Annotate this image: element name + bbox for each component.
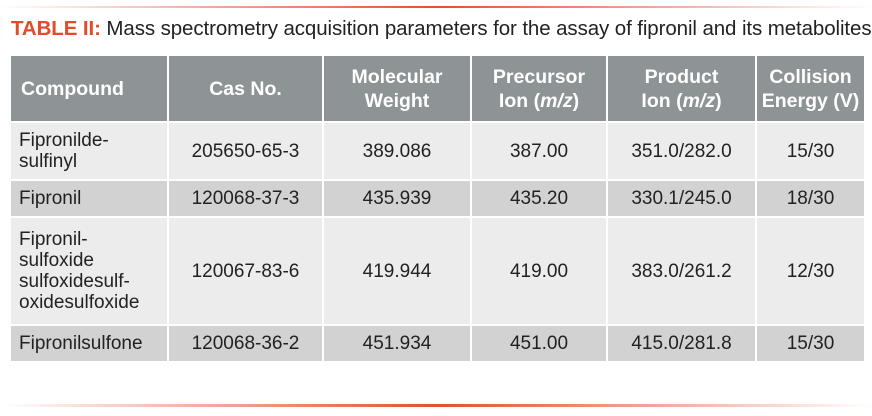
table-title: Mass spectrometry acquisition parameters for the assay of fipronil and its metabolites	[100, 17, 872, 40]
cell-precursor-ion: 419.00	[471, 217, 607, 325]
ms-parameters-table	[11, 56, 864, 363]
header-compound: Compound	[11, 56, 168, 122]
compound-line: sulfoxidesulf-	[19, 271, 130, 292]
header-product-line2c: )	[715, 89, 722, 112]
table-row	[11, 180, 864, 217]
cell-collision-energy: 15/30	[756, 325, 864, 362]
header-precursor-line2c: )	[572, 89, 580, 112]
cell-product-ion: 383.0/261.2	[607, 217, 756, 325]
cell-product-ion: 330.1/245.0	[607, 180, 756, 217]
cell-molecular-weight: 435.939	[323, 180, 471, 217]
cell-precursor-ion: 451.00	[471, 325, 607, 362]
header-product-line1: Product	[644, 65, 719, 88]
cell-collision-energy: 15/30	[756, 122, 864, 180]
cell-product-ion: 415.0/281.8	[607, 325, 756, 362]
bottom-decorative-rule	[0, 404, 872, 407]
cell-molecular-weight: 389.086	[323, 122, 471, 180]
cell-product-ion: 351.0/282.0	[607, 122, 756, 180]
header-mw-line2: Weight	[364, 89, 430, 112]
cell-precursor-ion: 435.20	[471, 180, 607, 217]
cell-compound: Fipronilsulfone	[11, 325, 168, 362]
cell-cas-no: 205650-65-3	[168, 122, 323, 180]
cell-compound	[11, 122, 168, 180]
cell-cas-no: 120068-37-3	[168, 180, 323, 217]
cell-molecular-weight: 419.944	[323, 217, 471, 325]
cell-precursor-ion: 387.00	[471, 122, 607, 180]
compound-line: sulfinyl	[19, 151, 78, 172]
header-collision-energy	[756, 56, 864, 122]
cell-compound	[11, 217, 168, 325]
table-row	[11, 217, 864, 325]
compound-line: Fipronilde-	[19, 130, 109, 151]
header-product-line2a: Ion (	[641, 89, 683, 112]
compound-line: sulfoxide	[19, 250, 94, 271]
header-precursor-line1: Precursor	[492, 65, 586, 88]
header-mw-line1: Molecular	[351, 65, 443, 88]
cell-cas-no: 120067-83-6	[168, 217, 323, 325]
header-ce-line1: Collision	[769, 65, 852, 88]
header-row	[11, 56, 864, 122]
top-decorative-rule	[0, 6, 872, 8]
compound-line: Fipronil-	[19, 229, 88, 250]
table-row	[11, 122, 864, 180]
header-precursor-ion	[471, 56, 607, 122]
cell-molecular-weight: 451.934	[323, 325, 471, 362]
compound-line: oxidesulfoxide	[19, 292, 140, 313]
cell-compound: Fipronil	[11, 180, 168, 217]
table-row	[11, 325, 864, 362]
header-precursor-line2a: Ion (	[498, 89, 541, 112]
cell-collision-energy: 12/30	[756, 217, 864, 325]
header-cas-no: Cas No.	[168, 56, 323, 122]
cell-cas-no: 120068-36-2	[168, 325, 323, 362]
cell-collision-energy: 18/30	[756, 180, 864, 217]
header-ce-line2: Energy (V)	[761, 89, 860, 112]
header-product-unit: m/z	[682, 89, 716, 112]
header-molecular-weight	[323, 56, 471, 122]
header-precursor-unit: m/z	[540, 89, 573, 112]
table-label: TABLE II:	[11, 17, 101, 40]
table-caption	[11, 17, 871, 41]
header-product-ion	[607, 56, 756, 122]
